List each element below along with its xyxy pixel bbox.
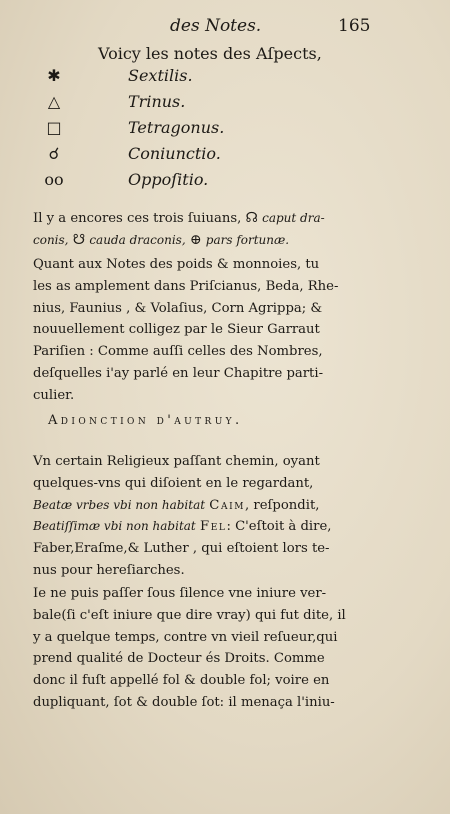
text-line: y a quelque temps, contre vn vieil reſueur,qui (33, 629, 338, 645)
aspect-name: Oppoſitio. (128, 170, 209, 189)
section-heading: Adionction d'autruy. (48, 413, 243, 428)
text-line: prend qualité de Docteur és Droits. Comme (33, 651, 325, 667)
dragon-tail-icon: ☋ (72, 231, 86, 248)
paragraph-symbols (33, 208, 373, 252)
text-line: nouuellement colligez par le Sieur Garraut (33, 322, 320, 338)
aspect-name: Trinus. (128, 92, 186, 111)
text-segment: , reſpondit, (245, 497, 320, 513)
trine-icon: △ (47, 92, 61, 111)
aspect-row-trine (40, 92, 400, 116)
name-caim: Caim (209, 497, 246, 513)
aspect-name: Tetragonus. (128, 118, 225, 137)
text-line: nus pour hereſiarches. (33, 562, 185, 578)
conjunction-icon: ☌ (48, 144, 60, 163)
aspects-heading: Voicy les notes des Aſpects, (98, 44, 322, 63)
aspect-name: Coniunctio. (128, 144, 221, 163)
text-line: bale(ſi c'eſt iniure que dire vray) qui fut dite, il (33, 607, 346, 623)
paragraph-weights (33, 254, 373, 407)
aspect-row-opposition (40, 170, 400, 194)
text-segment: Il y a encores ces trois ſuiuans, (33, 211, 242, 226)
text-line: deſquelles i'ay parlé en leur Chapitre parti- (33, 365, 324, 381)
latin-quote: Beatæ vrbes vbi non habitat (33, 497, 206, 512)
part-of-fortune-icon: ⊕ (189, 231, 202, 248)
latin-label: caput dra- (262, 211, 325, 225)
text-line: Pariſien : Comme auſſi celles des Nombres, (33, 344, 323, 360)
text-line (33, 230, 373, 252)
text-segment: : C'eſtoit à dire, (226, 519, 332, 535)
text-line: donc il fuſt appellé fol & double fol; voire en (33, 673, 330, 689)
running-title: des Notes. (170, 16, 262, 36)
aspect-name: Sextilis. (128, 66, 193, 85)
square-icon: □ (46, 118, 62, 137)
text-line: culier. (33, 387, 75, 403)
page-header (0, 16, 450, 42)
text-line: dupliquant, ſot & double ſot: il menaça l'iniu- (33, 694, 335, 710)
opposition-icon: oo (44, 170, 64, 189)
page-number: 165 (338, 16, 371, 36)
dragon-head-icon: ☊ (245, 210, 258, 226)
paragraph-injury (33, 583, 373, 714)
text-line: Quant aux Notes des poids & monnoies, tu (33, 257, 320, 272)
latin-quote: Beatiſſimæ vbi non habitat (33, 519, 196, 534)
text-line (33, 516, 373, 538)
aspect-row-square (40, 118, 400, 142)
latin-label: conis, (33, 232, 69, 247)
name-fel: Fel (199, 519, 227, 535)
aspect-row-conjunction (40, 144, 400, 168)
text-line: nius, Faunius , & Volaſius, Corn Agrippa; & (33, 300, 323, 316)
sextile-icon: ✱ (47, 66, 61, 85)
text-line: Faber,Eraſme,& Luther , qui eſtoient lors te- (33, 541, 330, 557)
text-line (33, 495, 373, 517)
text-line: Ie ne puis paſſer ſous ſilence vne iniure ver- (33, 586, 327, 601)
paragraph-anecdote (33, 451, 373, 582)
aspect-row-sextile (40, 66, 400, 90)
text-line: Vn certain Religieux paſſant chemin, oyant (33, 454, 320, 469)
latin-label: pars fortunæ. (205, 232, 290, 247)
text-line: les as amplement dans Priſcianus, Beda, Rhe- (33, 278, 339, 294)
latin-label: cauda draconis, (89, 232, 186, 247)
text-line (33, 208, 373, 230)
text-line: quelques-vns qui diſoient en le regardant, (33, 475, 314, 491)
